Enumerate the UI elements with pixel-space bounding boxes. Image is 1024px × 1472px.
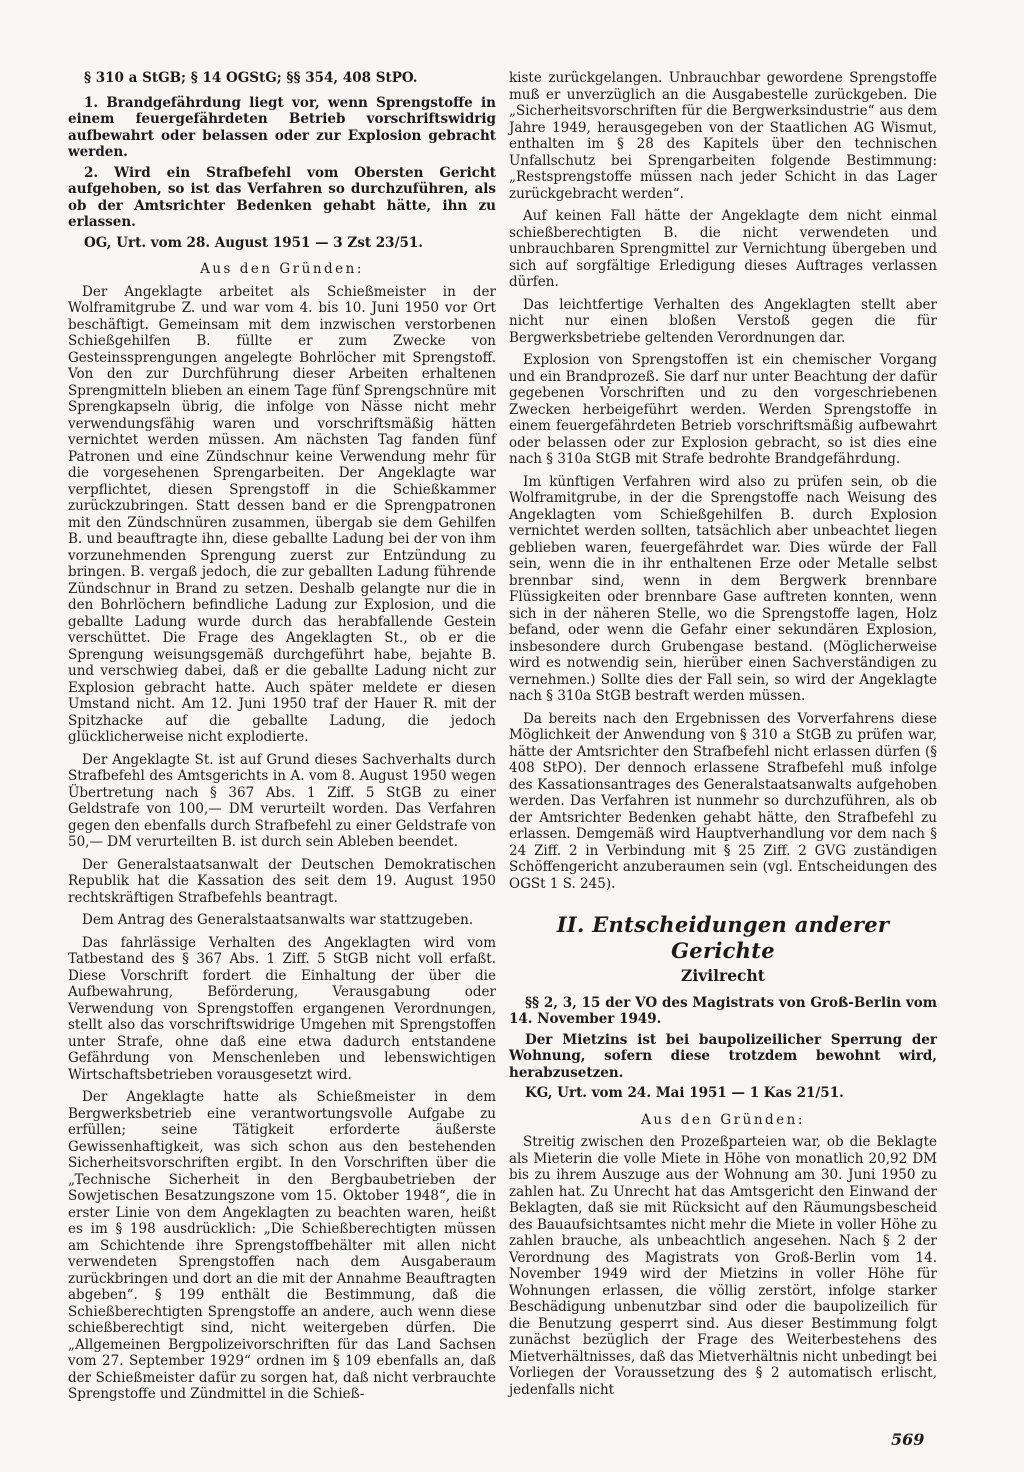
body-paragraph: Streitig zwischen den Prozeßparteien war, ob die Beklagte als Mieterin die volle Miete in Höhe von monatlich 20,92 DM bis zu ihrem Auszuge aus der Wohnung am 30. Juni 1950 zu zahlen hat. Zu Unrecht hat das Amtsgericht den Einwand der Beklagten, daß sie mit Rücksicht auf den Räumungsbescheid des Bauaufsichtsamtes nicht mehr die Miete in voller Höhe zu zahlen brauche, als unbeachtlich angesehen. Nach § 2 der Verordnung des Magistrats von Groß-Berlin vom 14. November 1949 wird der Mietzins in voller Höhe für Wohnungen erlassen, die völlig zerstört, infolge starker Beschädigung unbenutzbar sind oder die baupolizeilich für die Benutzung gesperrt sind. Aus dieser Bestimmung folgt zunächst bezüglich der Frage des Weiterbestehens des Mietverhältnisses, daß das Mietverhältnis nicht unbedingt bei Vorliegen der Voraussetzung des § 2 automatisch erlischt, jedenfalls nicht — [509, 1134, 937, 1398]
page-number: 569 — [891, 1430, 925, 1449]
body-paragraph: Da bereits nach den Ergebnissen des Vorverfahrens diese Möglichkeit der Anwendung von § 310 a StGB zu prüfen war, hätte der Amtsrichter den Strafbefehl nicht erlassen dürfen (§ 408 StPO). Der dennoch erlassene Strafbefehl muß infolge des Kassationsantrages des Generalstaatsanwalts aufgehoben werden. Das Verfahren ist nunmehr so durchzuführen, als ob der Amtsrichter Bedenken gehabt hätte, den Strafbefehl zu erlassen. Demgemäß wird Hauptverhandlung vor dem nach § 24 Ziff. 2 in Verbindung mit § 25 Ziff. 2 GVG zuständigen Schöffengericht anzuberaumen sein (vgl. Entscheidungen des OGSt 1 S. 245). — [509, 710, 937, 892]
body-paragraph: Explosion von Sprengstoffen ist ein chemischer Vorgang und ein Brandprozeß. Sie darf nur unter Beachtung der dafür gegebenen Vorschriften und zu den vorgeschriebenen Zwecken herbeigeführt werden. Werden Sprengstoffe in einem feuergefährdeten Betrieb vorschriftsmäßig aufbewahrt oder belassen oder zur Explosion gebracht, so ist dies eine nach § 310a StGB mit Strafe bedrohte Brandgefährdung. — [509, 352, 937, 467]
headnote: Der Mietzins ist bei baupolizeilicher Sperrung der Wohnung, sofern diese trotzdem bewohnt wird, herabzusetzen. — [509, 1031, 937, 1081]
subsection-heading: Zivilrecht — [681, 966, 765, 985]
body-paragraph: Das leichtfertige Verhalten des Angeklagten stellt aber nicht nur einen bloßen Verstoß gegen die für Bergwerksbetriebe geltenden Verordnungen dar. — [509, 296, 937, 346]
reasons-heading: Aus den Gründen: — [200, 261, 364, 277]
body-paragraph: Dem Antrag des Generalstaatsanwalts war stattzugeben. — [82, 912, 474, 928]
law-heading: §§ 2, 3, 15 der VO des Magistrats von Groß-Berlin vom 14. November 1949. — [509, 994, 937, 1027]
body-paragraph: Der Generalstaatsanwalt der Deutschen Demokratischen Republik hat die Kassation des seit dem 19. August 1950 rechtskräftigen Strafbefehls beantragt. — [68, 856, 496, 906]
body-paragraph: Auf keinen Fall hätte der Angeklagte dem nicht einmal schießberechtigten B. die nicht verwendeten und unbrauchbaren Sprengmittel zur Vernichtung übergeben und sich auf sorgfältige Erledigung dieses Auftrages verlassen dürfen. — [509, 208, 937, 290]
headnote-1: 1. Brandgefährdung liegt vor, wenn Sprengstoffe in einem feuergefährdeten Betrieb vorschriftswidrig aufbewahrt oder belassen oder zur Explosion gebracht werden. — [68, 94, 496, 160]
body-paragraph-continued: kiste zurückgelangen. Unbrauchbar gewordene Sprengstoffe muß er unverzüglich an die Ausgabestelle zurückgeben. Die „Sicherheitsvorschriften für die Bergwerksindustrie“ aus dem Jahre 1949, herausgegeben von der Staatlichen AG Wismut, enthalten im § 28 des Kapitels über den technischen Unfallschutz bei Sprengarbeiten folgende Bestimmung: „Restsprengstoffe müssen nach jeder Schicht in das Lager zurückgebracht werden“. — [509, 70, 937, 202]
headnote-2: 2. Wird ein Strafbefehl vom Obersten Gericht aufgehoben, so ist das Verfahren so durchzuführen, als ob der Amtsrichter Bedenken gehabt hätte, ihn zu erlassen. — [68, 164, 496, 230]
court-citation: OG, Urt. vom 28. August 1951 — 3 Zst 23/51. — [84, 234, 423, 251]
section-heading: II. Entscheidungen anderer Gerichte — [556, 912, 890, 963]
court-citation: KG, Urt. vom 24. Mai 1951 — 1 Kas 21/51. — [525, 1085, 844, 1101]
body-paragraph: Der Angeklagte arbeitet als Schießmeister in der Wolframitgrube Z. und war vom 4. bis 10. Juni 1950 vor Ort beschäftigt. Gemeinsam mit dem inzwischen verstorbenen Schießgehilfen B. füllte er zum Zwecke von Gesteinssprengungen angelegte Bohrlöcher mit Sprengstoff. Von den zur Durchführung dieser Arbeiten erhaltenen Sprengmitteln blieben an einem Tage fünf Sprengschnüre mit Sprengkapseln übrig, die infolge von Nässe nicht mehr verwendungsfähig waren und vorschriftsmäßig hätten vernichtet werden müssen. Am nächsten Tag fanden fünf Patronen und eine Zündschnur keine Verwendung mehr für die vorgesehenen Sprengarbeiten. Der Angeklagte war verpflichtet, diesen Sprengstoff in die Schießkammer zurückzubringen. Statt dessen band er die Sprengpatronen mit den Zündschnüren zusammen, übergab sie dem Gehilfen B. und beauftragte ihn, diese geballte Ladung bei der von ihm vorzunehmenden Sprengung zuerst zur Entzündung zu bringen. B. vergaß jedoch, die zur geballten Ladung führende Zündschnur in Brand zu setzen. Deshalb gelangte nur die in den Bohrlöchern befindliche Ladung zur Explosion, und die geballte Ladung wurde durch das herabfallende Gestein verschüttet. Die Frage des Angeklagten St., ob er die Sprengung weisungsgemäß durchgeführt habe, bejahte B. und verschwieg dabei, daß er die geballte Ladung nicht zur Explosion gebracht hatte. Auch später meldete er diesen Umstand nicht. Am 12. Juni 1950 traf der Hauer R. mit der Spitzhacke auf die geballte Ladung, die jedoch glücklicherweise nicht explodierte. — [68, 283, 496, 745]
law-heading: § 310 a StGB; § 14 OGStG; §§ 354, 408 StPO. — [84, 70, 418, 86]
reasons-heading: Aus den Gründen: — [641, 1111, 805, 1128]
body-paragraph: Der Angeklagte hatte als Schießmeister in dem Bergwerksbetrieb eine verantwortungsvolle Aufgabe zu erfüllen; seine Tätigkeit erforderte äußerste Gewissenhaftigkeit, was sich schon aus den bestehenden Sicherheitsvorschriften ergibt. In den Vorschriften über die „Technische Sicherheit in den Bergbaubetrieben der Sowjetischen Besatzungszone vom 15. Oktober 1948“, die in erster Linie von dem Angeklagten zu beachten waren, heißt es im § 198 ausdrücklich: „Die Schießberechtigten müssen am Schichtende ihre Sprengstoffbehälter mit allen nicht verwendeten Sprengstoffen nach dem Ausgaberaum zurückbringen und dort an die mit der Annahme Beauftragten abgeben“. § 199 enthält die Bestimmung, daß die Schießberechtigten Sprengstoffe an andere, auch wenn diese schießberechtigt sind, nicht weitergeben dürfen. Die „Allgemeinen Bergpolizeivorschriften für das Land Sachsen vom 27. September 1929“ ordnen im § 109 ebenfalls an, daß der Schießmeister dafür zu sorgen hat, daß nicht verbrauchte Sprengstoffe und Zündmittel in die Schieß- — [68, 1089, 496, 1402]
body-paragraph: Das fahrlässige Verhalten des Angeklagten wird vom Tatbestand des § 367 Abs. 1 Ziff. 5 StGB nicht voll erfaßt. Diese Vorschrift fordert die Einhaltung der über die Aufbewahrung, Beförderung, Verausgabung oder Verwendung von Sprengstoffen ergangenen Verordnungen, stellt also das vorschriftswidrige Umgehen mit Sprengstoffen unter Strafe, ohne daß eine etwa dadurch entstandene Gefährdung von Menschenleben und lebenswichtigen Wirtschaftsbetrieben vorausgesetzt wird. — [68, 934, 496, 1083]
left-column — [68, 70, 496, 1409]
body-paragraph: Der Angeklagte St. ist auf Grund dieses Sachverhalts durch Strafbefehl des Amtsgerichts in A. vom 8. August 1950 wegen Übertretung nach § 367 Abs. 1 Ziff. 5 StGB zu einer Geldstrafe von 100,— DM verurteilt worden. Das Verfahren gegen den ebenfalls durch Strafbefehl zu einer Geldstrafe von 50,— DM verurteilten B. ist durch sein Ableben beendet. — [68, 751, 496, 850]
body-paragraph: Im künftigen Verfahren wird also zu prüfen sein, ob die Wolframitgrube, in der die Sprengstoffe nach Weisung des Angeklagten vom Schießgehilfen B. durch Explosion vernichtet werden sollten, tatsächlich aber unbeachtet liegen geblieben waren, feuergefährdet war. Dies würde der Fall sein, wenn die in ihr enthaltenen Erze oder Metalle selbst brennbar sind, wenn in dem Bergwerk brennbare Flüssigkeiten oder brennbare Gase auftreten konnten, wenn sich in der näheren Stelle, wo die Sprengstoffe lagen, Holz befand, oder wenn die Gefahr einer sekundären Explosion, insbesondere durch Grubengase bestand. (Möglicherweise wird es notwendig sein, hierüber einen Sachverständigen zu vernehmen.) Sollte dies der Fall sein, so wird der Angeklagte nach § 310a StGB bestraft werden müssen. — [509, 473, 937, 704]
right-column — [509, 70, 937, 1404]
